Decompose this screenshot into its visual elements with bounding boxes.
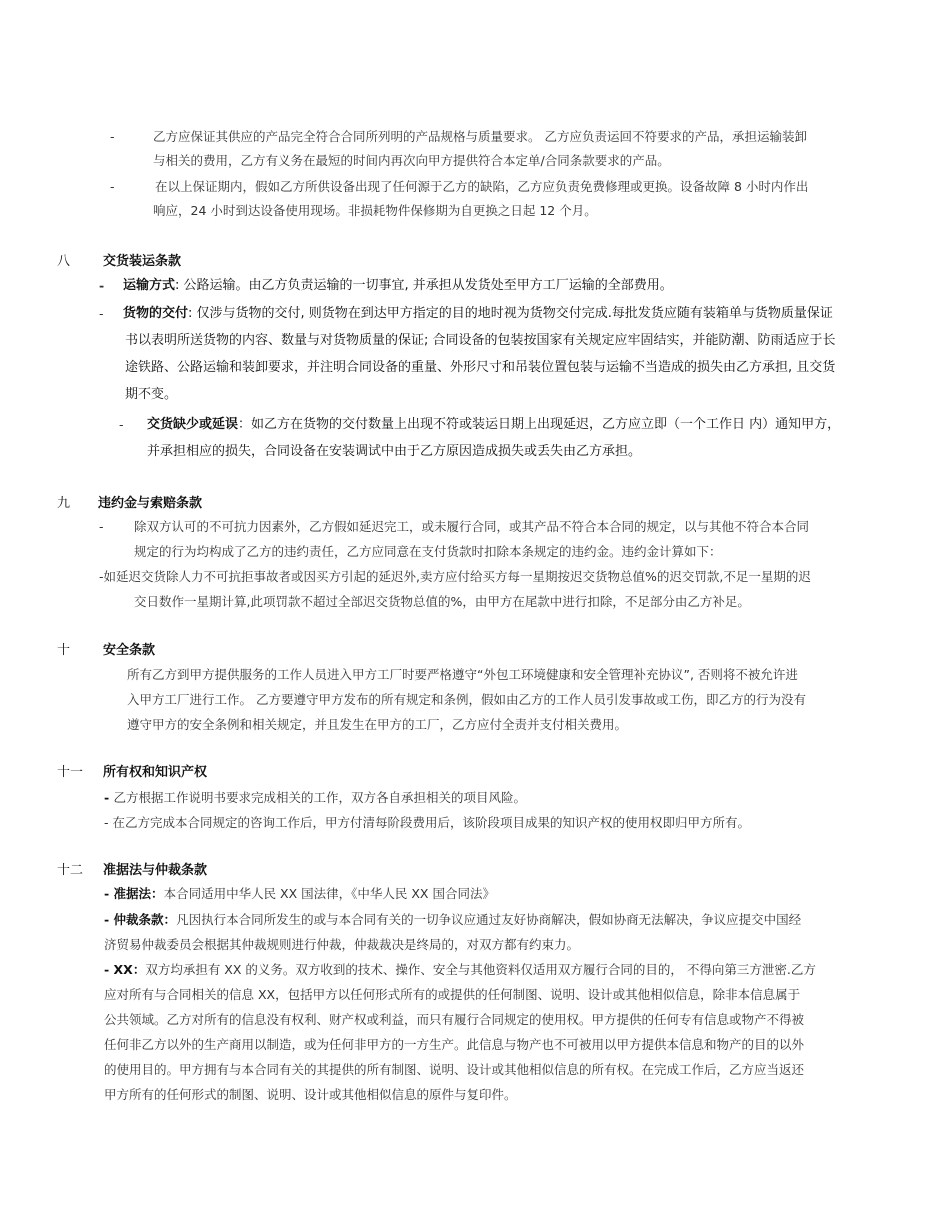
confidentiality-clause-line-4: 任何非乙方以外的生产商用以制造，或为任何非甲方的一方生产。此信息与物产也不可被用以甲方提供本信息和物产的目的以外 [104, 1037, 805, 1052]
penalty-item-2-line-1: -如延迟交货除人力不可抗拒事故者或因买方引起的延迟外,卖方应付给买方每一星期按迟交货物总值%的迟交罚款,不足一星期的迟 [99, 569, 811, 584]
section-12-title: 准据法与仲裁条款 [103, 863, 208, 878]
transport-label: 运输方式 [123, 278, 176, 293]
transport-text: : 公路运输。由乙方负责运输的一切事宜, 并承担从发货处至甲方工厂运输的全部费用。 [175, 278, 673, 293]
delivery-clause-line-1 [123, 306, 833, 322]
section-10-title: 安全条款 [103, 643, 156, 658]
confidentiality-clause-line-6: 甲方所有的任何形式的制图、说明、设计或其他相似信息的原件与复印件。 [104, 1087, 517, 1102]
penalty-item-2-line-2: 交日数作一星期计算,此项罚款不超过全部迟交货物总值的%，由甲方在尾款中进行扣除，不足部分由乙方补足。 [134, 594, 750, 609]
warranty-item-1-line-2: 与相关的费用，乙方有义务在最短的时间内再次向甲方提供符合本定单/合同条款要求的产品。 [153, 153, 670, 168]
bullet-dash: - [110, 129, 115, 144]
delivery-text: : 仅涉与货物的交付, 则货物在到达甲方指定的目的地时视为货物交付完成.每批发货应随有装箱单与货物质量保证 [188, 306, 833, 321]
arbitration-clause-line-1 [104, 912, 801, 928]
confidentiality-clause-line-2: 应对所有与合同相关的信息 XX，包括甲方以任何形式所有的或提供的任何制图、说明、设计或其他相似信息，除非本信息属于 [104, 987, 801, 1002]
delivery-clause-line-2: 书以表明所送货物的内容、数量与对货物质量的保证; 合同设备的包装按国家有关规定应牢固结实，并能防潮、防雨适应于长 [125, 333, 836, 348]
bullet-dash: - [99, 278, 105, 293]
warranty-item-2-line-2: 响应，24 小时到达设备使用现场。非损耗物件保修期为自更换之日起 12 个月。 [153, 203, 597, 218]
penalty-item-1-line-2: 规定的行为均构成了乙方的违约责任，乙方应同意在支付货款时扣除本条规定的违约金。违约金计算如下： [134, 544, 722, 559]
delivery-label: 货物的交付 [123, 306, 189, 321]
section-9-number: 九 [57, 496, 71, 511]
shortage-clause-line-2: 并承担相应的损失，合同设备在安装调试中由于乙方原因造成损失或丢失由乙方承担。 [147, 444, 642, 459]
governing-law-text: 本合同适用中华人民 XX 国法律，《中华人民 XX 国合同法》 [163, 886, 495, 901]
section-12-number: 十二 [57, 863, 84, 878]
bullet-dash: - [119, 417, 124, 432]
bullet-dash: - [99, 306, 104, 321]
bullet-dash: - [99, 519, 104, 534]
delivery-clause-line-3: 途铁路、公路运输和装卸要求，并注明合同设备的重量、外形尺寸和吊装位置包装与运输不当造成的损失由乙方承担, 且交货 [125, 360, 836, 375]
confidentiality-clause-line-1 [104, 962, 816, 978]
confidentiality-clause-line-3: 公共领域。乙方对所有的信息没有权利、财产权或利益，而只有履行合同规定的使用权。甲方提供的任何专有信息或物产不得被 [104, 1012, 805, 1027]
arbitration-label: - 仲裁条款： [104, 912, 177, 927]
shortage-clause-line-1 [147, 417, 840, 433]
ip-item-1 [104, 790, 526, 806]
bullet-dash: - [110, 179, 115, 194]
warranty-item-1-line-1: 乙方应保证其供应的产品完全符合合同所列明的产品规格与质量要求。 乙方应负责运回不符要求的产品，承担运输装卸 [153, 129, 807, 144]
transport-clause [123, 278, 673, 294]
section-11-title: 所有权和知识产权 [103, 765, 208, 780]
ip-item-2-text: 在乙方完成本合同规定的咨询工作后，甲方付清每阶段费用后，该阶段项目成果的知识产权的使用权即归甲方所有。 [112, 815, 750, 830]
arbitration-text: 凡因执行本合同所发生的或与本合同有关的一切争议应通过友好协商解决，假如协商无法解决，争议应提交中国经 [176, 912, 802, 927]
ip-item-1-text: 乙方根据工作说明书要求完成相关的工作，双方各自承担相关的项目风险。 [113, 790, 527, 805]
governing-law-clause [104, 886, 495, 902]
confidentiality-label: - XX： [104, 962, 146, 977]
delivery-clause-line-4: 期不变。 [125, 387, 178, 402]
section-10-number: 十 [57, 643, 71, 658]
safety-line-1: 所有乙方到甲方提供服务的工作人员进入甲方工厂时要严格遵守“外包工环境健康和安全管理补充协议”, 否则将不被允许进 [127, 667, 798, 682]
section-9-title: 违约金与索赔条款 [98, 496, 203, 511]
safety-line-3: 遵守甲方的安全条例和相关规定，并且发生在甲方的工厂，乙方应付全责并支付相关费用。 [127, 717, 628, 732]
bullet-dash: - [104, 815, 113, 830]
governing-law-label: - 准据法： [104, 886, 164, 901]
shortage-label: 交货缺少或延误 [147, 417, 239, 432]
confidentiality-text: 双方均承担有 XX 的义务。双方收到的技术、操作、安全与其他资料仅适用双方履行合同的目的， 不得向第三方泄密.乙方 [145, 962, 816, 977]
bullet-dash: - [104, 790, 114, 805]
section-8-number: 八 [57, 254, 71, 269]
warranty-item-2-line-1: 在以上保证期内，假如乙方所供设备出现了任何源于乙方的缺陷，乙方应负责免费修理或更换。设备故障 8 小时内作出 [155, 179, 809, 194]
penalty-item-1-line-1: 除双方认可的不可抗力因素外，乙方假如延迟完工，或未履行合同，或其产品不符合本合同的规定，以与其他不符合本合同 [134, 519, 810, 534]
safety-line-2: 入甲方工厂进行工作。 乙方要遵守甲方发布的所有规定和条例，假如由乙方的工作人员引发事故或工伤，即乙方的行为没有 [127, 692, 806, 707]
arbitration-clause-line-2: 济贸易仲裁委员会根据其仲裁规则进行仲裁，仲裁裁决是终局的，对双方都有约束力。 [104, 937, 580, 952]
ip-item-2 [104, 815, 750, 831]
section-8-title: 交货装运条款 [103, 254, 182, 269]
shortage-text: ：如乙方在货物的交付数量上出现不符或装运日期上出现延迟，乙方应立即（一个工作日 内）通知甲方， [238, 417, 841, 432]
section-11-number: 十一 [57, 765, 84, 780]
confidentiality-clause-line-5: 的使用目的。甲方拥有与本合同有关的其提供的所有制图、说明、设计或其他相似信息的所有权。在完成工作后，乙方应当返还 [104, 1062, 805, 1077]
